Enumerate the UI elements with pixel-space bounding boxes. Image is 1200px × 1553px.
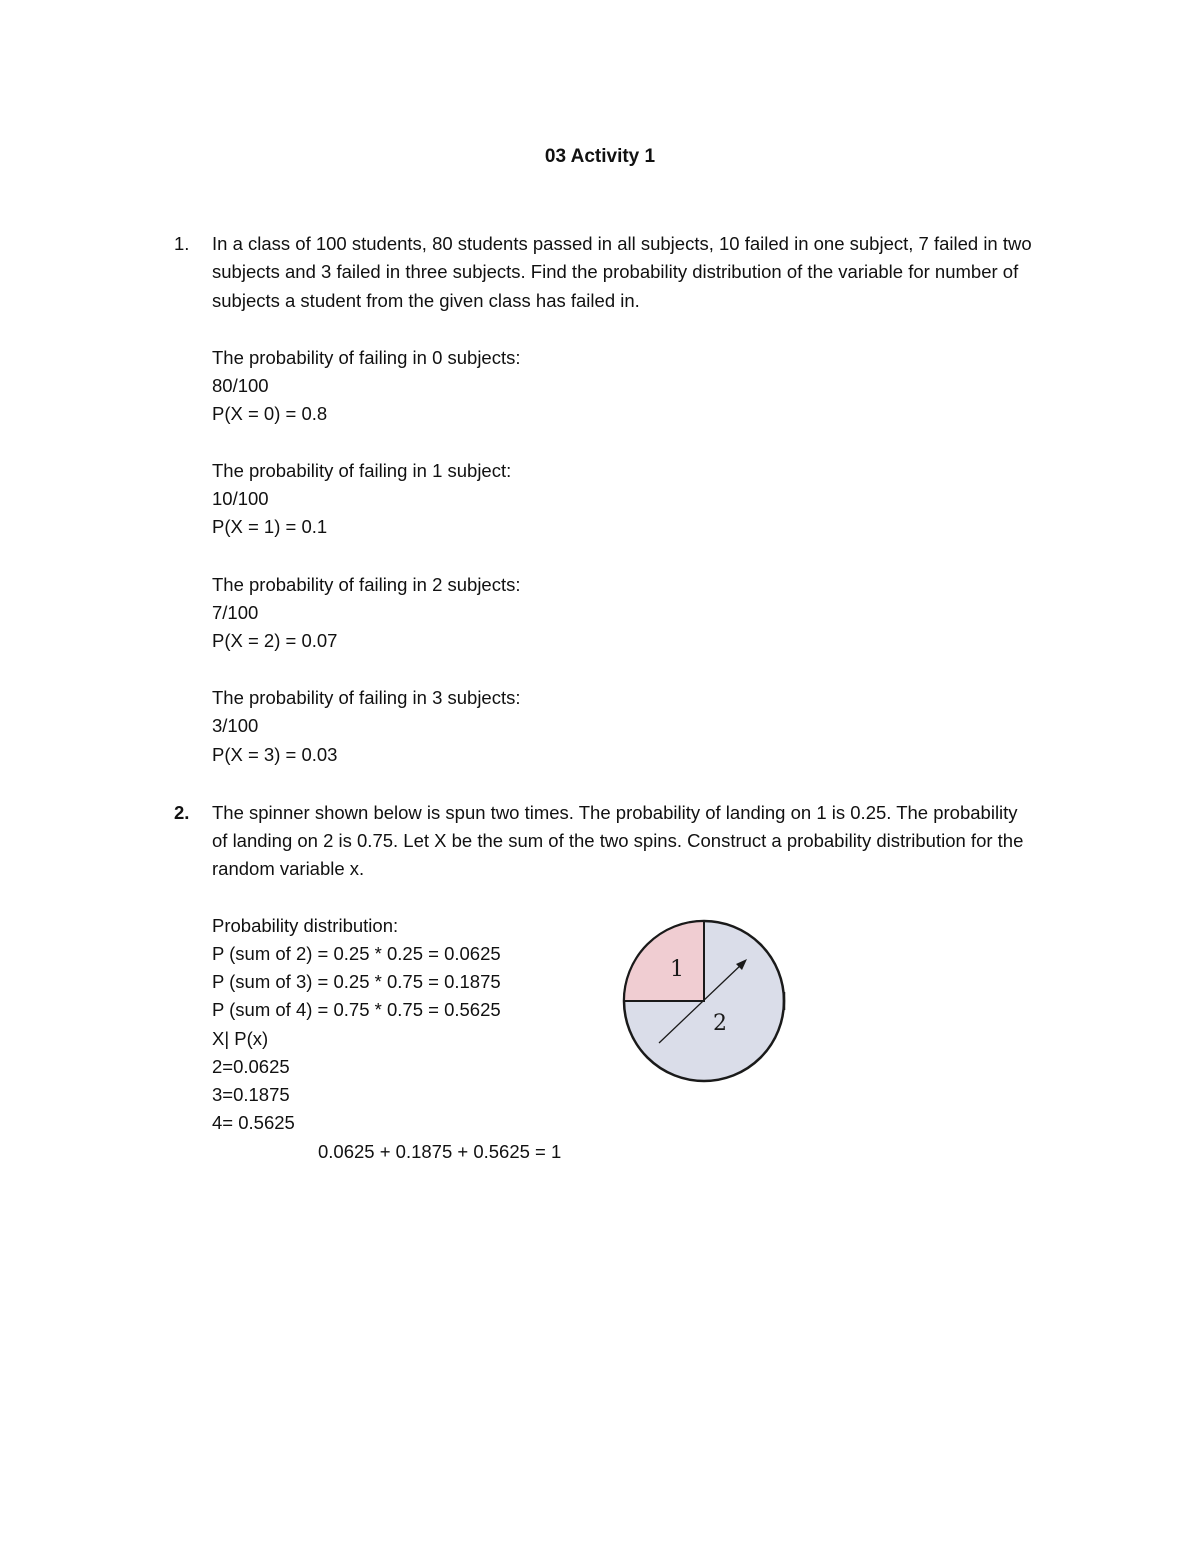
page-title: 03 Activity 1	[544, 146, 656, 167]
sum-check-line: 0.0625 + 0.1875 + 0.5625 = 1	[318, 1141, 562, 1162]
answer-2-result: P(X = 2) = 0.07	[212, 630, 338, 651]
answer-0-result: P(X = 0) = 0.8	[212, 403, 328, 424]
work-line-sum-4: P (sum of 4) = 0.75 * 0.75 = 0.5625	[212, 999, 501, 1020]
spinner-label-2: 2	[713, 1011, 727, 1036]
work-line-sum-3: P (sum of 3) = 0.25 * 0.75 = 0.1875	[212, 971, 501, 992]
answer-3-heading: The probability of failing in 3 subjects:	[212, 687, 521, 708]
answer-0-heading: The probability of failing in 0 subjects:	[212, 347, 521, 368]
answer-2-heading: The probability of failing in 2 subjects:	[212, 574, 521, 595]
spinner-section-1	[624, 921, 704, 1001]
work-line-table-header: X| P(x)	[212, 1028, 269, 1049]
question-2-number: 2.	[174, 802, 190, 823]
spinner-label-1: 1	[670, 957, 684, 982]
work-line-x2: 2=0.0625	[212, 1056, 290, 1077]
work-line-x4: 4= 0.5625	[212, 1112, 295, 1133]
answer-0-fraction: 80/100	[212, 375, 269, 396]
question-1-text-line-2: subjects and 3 failed in three subjects. Find the probability distribution of the variable for number of	[212, 261, 1019, 282]
question-2-text-line-2: of landing on 2 is 0.75. Let X be the sum of the two spins. Construct a probability distribution for the	[212, 830, 1024, 851]
work-line-x3: 3=0.1875	[212, 1084, 290, 1105]
question-1-text-line-1: In a class of 100 students, 80 students passed in all subjects, 10 failed in one subject, 7 failed in two	[212, 233, 1032, 254]
question-1-number: 1.	[174, 233, 190, 254]
work-line-heading: Probability distribution:	[212, 915, 399, 936]
question-1-text-line-3: subjects a student from the given class has failed in.	[212, 290, 640, 311]
question-2-text-line-3: random variable x.	[212, 858, 365, 879]
answer-2-fraction: 7/100	[212, 602, 259, 623]
question-2-text-line-1: The spinner shown below is spun two times. The probability of landing on 1 is 0.25. The probability	[212, 802, 1018, 823]
answer-3-result: P(X = 3) = 0.03	[212, 744, 338, 765]
work-line-sum-2: P (sum of 2) = 0.25 * 0.25 = 0.0625	[212, 943, 501, 964]
answer-1-heading: The probability of failing in 1 subject:	[212, 460, 512, 481]
answer-3-fraction: 3/100	[212, 715, 259, 736]
answer-1-result: P(X = 1) = 0.1	[212, 516, 328, 537]
answer-1-fraction: 10/100	[212, 488, 269, 509]
spinner-figure	[615, 912, 791, 1090]
